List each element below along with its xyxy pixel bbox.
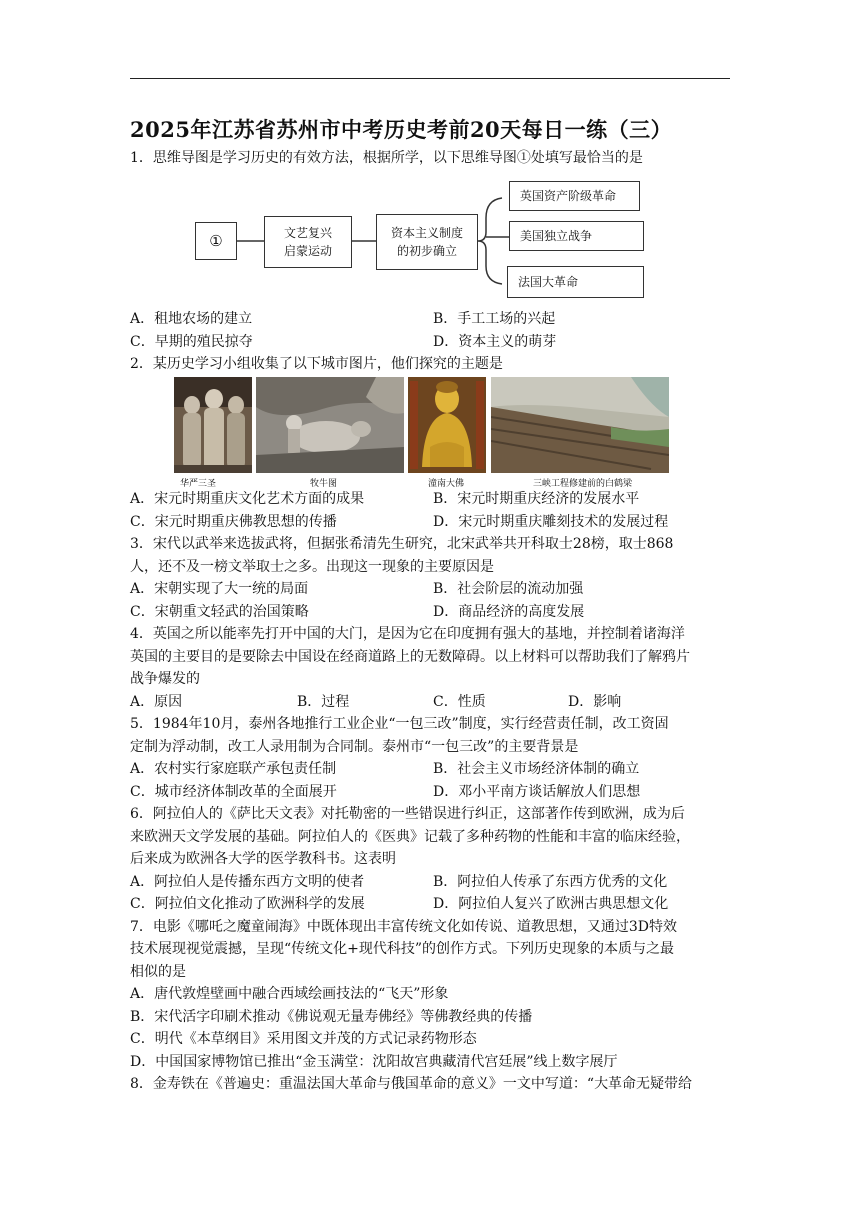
q7-stem-line2: 技术展现视觉震撼，呈现“传统文化+现代科技”的创作方式。下列历史现象的本质与之最 xyxy=(130,941,675,957)
header-rule xyxy=(130,78,730,79)
map-node-renaissance: 文艺复兴 启蒙运动 xyxy=(264,216,352,268)
q4-stem-line3: 战争爆发的 xyxy=(130,671,200,687)
photo-baiheliang xyxy=(491,377,669,473)
q5-option-d: D．邓小平南方谈话解放人们思想 xyxy=(433,784,641,800)
q1-stem: 1．思维导图是学习历史的有效方法，根据所学，以下思维导图①处填写最恰当的是 xyxy=(130,150,643,166)
q2-option-d: D．宋元时期重庆雕刻技术的发展过程 xyxy=(433,514,669,530)
map-node-blank: ① xyxy=(195,222,237,260)
q2-option-a: A．宋元时期重庆文化艺术方面的成果 xyxy=(130,491,365,507)
q6-stem-line2: 来欧洲天文学发展的基础。阿拉伯人的《医典》记载了多种药物的性能和丰富的临床经验， xyxy=(130,829,690,845)
map-branch-american-independence: 美国独立战争 xyxy=(509,221,644,251)
q3-option-a: A．宋朝实现了大一统的局面 xyxy=(130,581,309,597)
q2-option-c: C．宋元时期重庆佛教思想的传播 xyxy=(130,514,337,530)
q4-option-a: A．原因 xyxy=(130,694,183,710)
q7-option-d: D．中国国家博物馆已推出“金玉满堂：沈阳故宫典藏清代宫廷展”线上数字展厅 xyxy=(130,1054,618,1070)
q1-option-d: D．资本主义的萌芽 xyxy=(433,334,557,350)
page-title: 2025年江苏省苏州市中考历史考前20天每日一练（三） xyxy=(130,117,673,142)
q5-stem-line2: 定制为浮动制，改工人录用制为合同制。泰州市“一包三改”的主要背景是 xyxy=(130,739,579,755)
q3-stem-line2: 人，还不及一榜文举取士之多。出现这一现象的主要原因是 xyxy=(130,559,494,575)
q5-stem-line1: 5．1984年10月，泰州各地推行工业企业“一包三改”制度，实行经营责任制，改工资固 xyxy=(130,716,669,732)
q6-stem-line3: 后来成为欧洲各大学的医学教科书。这表明 xyxy=(130,851,396,867)
caption-baiheliang: 三峡工程修建前的白鹤梁 xyxy=(533,479,633,489)
photo-tongnan-dafo xyxy=(408,377,486,473)
q2-option-b: B．宋元时期重庆经济的发展水平 xyxy=(433,491,640,507)
q7-option-c: C．明代《本草纲目》采用图文并茂的方式记录药物形态 xyxy=(130,1031,477,1047)
map-node-capitalism: 资本主义制度 的初步确立 xyxy=(376,214,478,270)
q8-stem-line1: 8．金寿铁在《普遍史：重温法国大革命与俄国革命的意义》一文中写道：“大革命无疑带给 xyxy=(130,1076,693,1092)
q3-option-d: D．商品经济的高度发展 xyxy=(433,604,585,620)
caption-tongnan-dafo: 潼南大佛 xyxy=(428,479,465,489)
q5-option-b: B．社会主义市场经济体制的确立 xyxy=(433,761,640,777)
q6-stem-line1: 6．阿拉伯人的《萨比天文表》对托勒密的一些错误进行纠正，这部著作传到欧洲，成为后 xyxy=(130,806,685,822)
q1-option-b: B．手工工场的兴起 xyxy=(433,311,556,327)
q3-stem-line1: 3．宋代以武举来选拔武将，但据张希清先生研究，北宋武举共开科取士28榜，取士868 xyxy=(130,536,674,552)
photo-muniu-tu xyxy=(256,377,404,473)
q5-option-c: C．城市经济体制改革的全面展开 xyxy=(130,784,337,800)
q5-option-a: A．农村实行家庭联产承包责任制 xyxy=(130,761,337,777)
q6-option-c: C．阿拉伯文化推动了欧洲科学的发展 xyxy=(130,896,365,912)
q7-stem-line1: 7．电影《哪吒之魔童闹海》中既体现出丰富传统文化如传说、道教思想，又通过3D特效 xyxy=(130,919,678,935)
q4-option-b: B．过程 xyxy=(297,694,350,710)
map-branch-english-revolution: 英国资产阶级革命 xyxy=(509,181,640,211)
q7-option-b: B．宋代活字印刷术推动《佛说观无量寿佛经》等佛教经典的传播 xyxy=(130,1009,533,1025)
q1-option-c: C．早期的殖民掠夺 xyxy=(130,334,253,350)
q4-stem-line2: 英国的主要目的是要除去中国设在经商道路上的无数障碍。以上材料可以帮助我们了解鸦片 xyxy=(130,649,690,665)
photo-huayan-sansheng xyxy=(174,377,252,473)
q3-option-b: B．社会阶层的流动加强 xyxy=(433,581,584,597)
caption-huayan-sansheng: 华严三圣 xyxy=(180,479,217,489)
q3-option-c: C．宋朝重文轻武的治国策略 xyxy=(130,604,309,620)
q6-option-a: A．阿拉伯人是传播东西方文明的使者 xyxy=(130,874,365,890)
q7-stem-line3: 相似的是 xyxy=(130,964,186,980)
q6-option-b: B．阿拉伯人传承了东西方优秀的文化 xyxy=(433,874,668,890)
q7-option-a: A．唐代敦煌壁画中融合西域绘画技法的“飞天”形象 xyxy=(130,986,449,1002)
q2-stem: 2．某历史学习小组收集了以下城市图片，他们探究的主题是 xyxy=(130,356,503,372)
q4-option-c: C．性质 xyxy=(433,694,486,710)
map-branch-french-revolution: 法国大革命 xyxy=(507,266,644,298)
q4-option-d: D．影响 xyxy=(568,694,622,710)
q4-stem-line1: 4．英国之所以能率先打开中国的大门，是因为它在印度拥有强大的基地，并控制着诸海洋 xyxy=(130,626,685,642)
q6-option-d: D．阿拉伯人复兴了欧洲古典思想文化 xyxy=(433,896,669,912)
q1-option-a: A．租地农场的建立 xyxy=(130,311,253,327)
caption-muniu-tu: 牧牛图 xyxy=(310,479,338,489)
